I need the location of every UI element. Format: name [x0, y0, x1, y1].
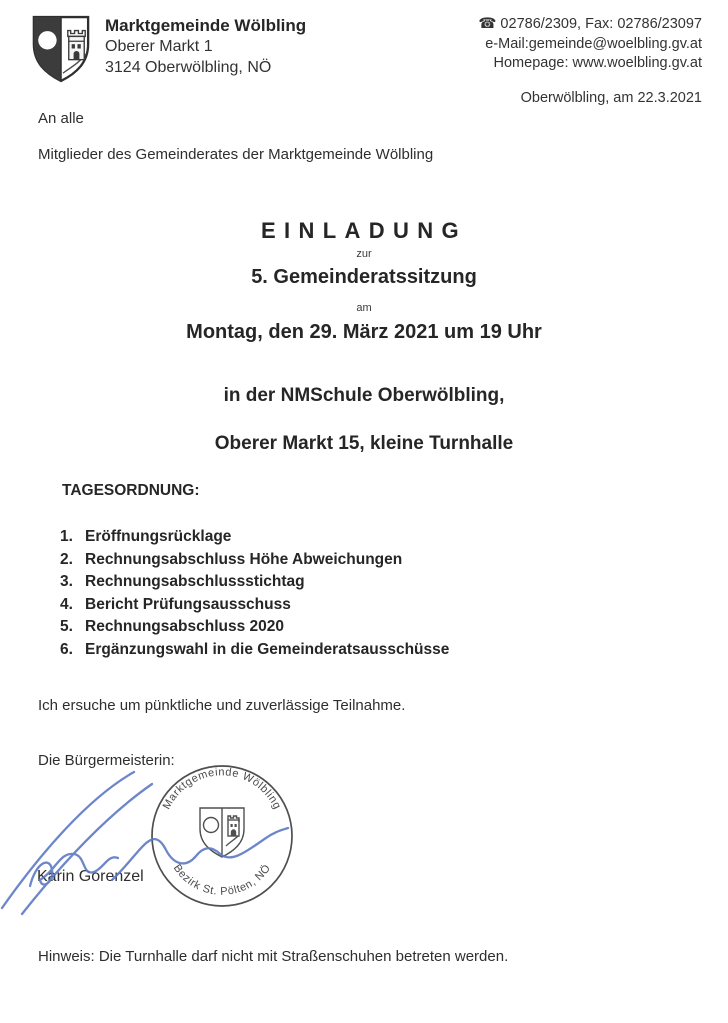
coat-of-arms-icon — [30, 13, 92, 85]
letterhead — [30, 13, 306, 85]
contact-block — [478, 15, 702, 74]
agenda-item-text: Eröffnungsrücklage — [85, 528, 232, 545]
invitation-connector-zur: zur — [356, 248, 372, 260]
session-location-1: in der NMSchule Oberwölbling, — [223, 385, 505, 406]
org-city: 3124 Oberwölbling, NÖ — [105, 59, 272, 76]
recipient-line-1: An alle — [38, 110, 84, 127]
agenda-item-number: 5. — [60, 618, 73, 635]
agenda-item-text: Rechnungsabschluss Höhe Abweichungen — [85, 550, 403, 568]
svg-text:Bezirk St. Pölten, NÖ — [171, 862, 274, 898]
handwritten-signature — [2, 772, 288, 914]
agenda-item — [60, 616, 449, 639]
agenda-item-number: 6. — [60, 640, 73, 658]
phone-icon: ☎ — [478, 16, 497, 32]
agenda-item-text: Bericht Prüfungsausschuss — [85, 595, 291, 613]
agenda-item-number: 1. — [60, 528, 73, 545]
attendance-request: Ich ersuche um pünktliche und zuverlässige Teilnahme. — [38, 697, 406, 714]
invitation-block — [0, 218, 728, 456]
session-datetime: Montag, den 29. März 2021 um 19 Uhr — [186, 321, 542, 343]
dateline: Oberwölbling, am 22.3.2021 — [520, 90, 702, 106]
agenda-item-number: 3. — [60, 573, 73, 590]
agenda-item-number: 4. — [60, 595, 73, 613]
footer-note: Hinweis: Die Turnhalle darf nicht mit Straßenschuhen betreten werden. — [38, 948, 509, 965]
signer-name: Karin Gorenzel — [37, 868, 144, 885]
agenda-item — [60, 571, 449, 594]
invitation-title: EINLADUNG — [260, 218, 467, 243]
stamp-shield-icon — [200, 808, 244, 857]
official-stamp — [152, 766, 292, 906]
sender-address — [105, 13, 306, 85]
signer-role: Die Bürgermeisterin: — [38, 752, 175, 769]
agenda-item — [60, 639, 449, 662]
agenda-list — [60, 526, 449, 661]
agenda-item-text: Rechnungsabschlussstichtag — [85, 573, 305, 590]
stamp-bottom-text: Bezirk St. Pölten, NÖ — [170, 862, 274, 898]
phone-fax-text: 02786/2309, Fax: 02786/23097 — [496, 16, 702, 32]
homepage-line: Homepage: www.woelbling.gv.at — [493, 55, 702, 71]
session-title: 5. Gemeinderatssitzung — [251, 266, 477, 288]
invitation-connector-am: am — [356, 302, 372, 314]
agenda-item — [60, 549, 449, 572]
agenda-item-text: Ergänzungswahl in die Gemeinderatsausschüsse — [85, 640, 450, 658]
agenda-item-text: Rechnungsabschluss 2020 — [85, 618, 284, 635]
phone-fax-line — [478, 15, 702, 35]
stamp-top-text: Marktgemeinde Wölbling — [160, 766, 284, 812]
agenda-item — [60, 526, 449, 549]
recipient-line-2: Mitglieder des Gemeinderates der Marktgemeinde Wölbling — [38, 146, 434, 163]
svg-text:Marktgemeinde Wölbling — [161, 766, 284, 811]
org-street: Oberer Markt 1 — [105, 38, 213, 55]
agenda-item — [60, 594, 449, 617]
email-line: e-Mail:gemeinde@woelbling.gv.at — [485, 35, 702, 52]
org-name: Marktgemeinde Wölbling — [105, 16, 307, 35]
agenda-title: TAGESORDNUNG: — [62, 482, 200, 499]
session-location-2: Oberer Markt 15, kleine Turnhalle — [214, 433, 514, 454]
signature-stamp-area — [0, 758, 340, 928]
agenda-item-number: 2. — [60, 550, 73, 568]
